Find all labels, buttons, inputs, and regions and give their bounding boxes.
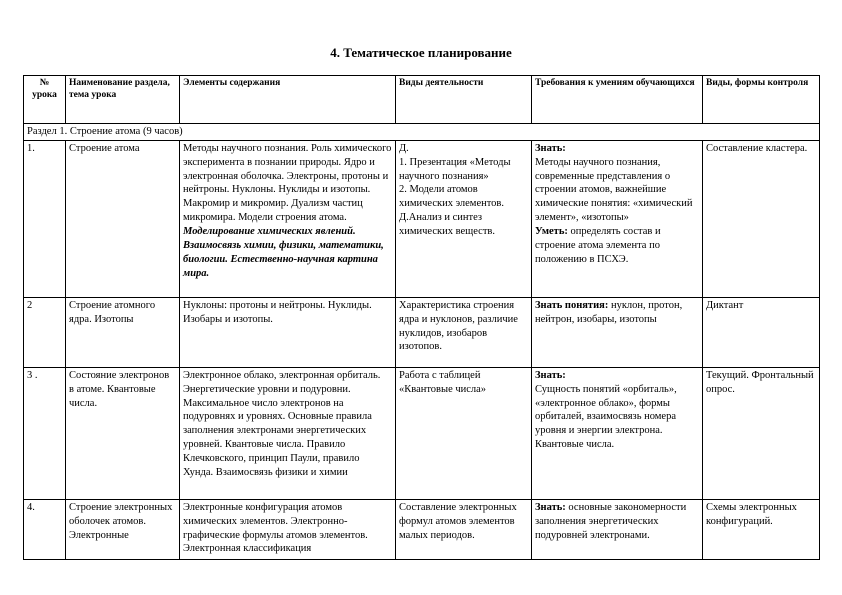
table-row (24, 297, 820, 367)
header-content: Элементы содержания (180, 76, 396, 124)
lesson-content (180, 499, 396, 559)
requirements-label: Знать: (535, 369, 566, 381)
requirements-label: Знать: (535, 501, 566, 513)
lesson-activity: Характеристика строения ядра и нуклонов, различие нуклидов, изобаров изотопов. (396, 297, 532, 367)
requirements-text: нуклон, протон, нейтрон, изобары, изотопы (535, 299, 683, 325)
requirements-text-2: определять состав и строение атома элемента по положению в ПСХЭ. (535, 226, 661, 265)
header-control: Виды, формы контроля (703, 76, 820, 124)
section-row (24, 124, 820, 141)
content-text: Электронное облако, электронная орбиталь. Энергетические уровни и подуровни. Максимальное число электронов на подуровнях и уровнях. Основные правила заполнения электронами энергетических уровней. Квантовые числа. Правило Клечковского, принцип Паули, правило Хунда. Взаимосвязь физики и химии (183, 369, 381, 478)
lesson-requirements (532, 297, 703, 367)
lesson-content (180, 140, 396, 297)
page-title: 4. Тематическое планирование (330, 45, 512, 60)
requirements-text: основные закономерности заполнения энергетических подуровней электронами. (535, 501, 687, 541)
lesson-number: 1. (24, 140, 66, 297)
lesson-activity: Д. 1. Презентация «Методы научного познания» 2. Модели атомов химических элементов. Д.Анализ и синтез химических веществ. (396, 140, 532, 297)
planning-table (23, 75, 820, 560)
lesson-content (180, 367, 396, 499)
lesson-topic: Строение атомного ядра. Изотопы (66, 297, 180, 367)
lesson-requirements (532, 140, 703, 297)
lesson-requirements (532, 367, 703, 499)
lesson-control: Текущий. Фронтальный опрос. (703, 367, 820, 499)
content-text: Методы научного познания. Роль химического эксперимента в познании природы. Ядро и электронная оболочка. Электроны, протоны и нейтроны. Нуклоны. Нуклиды и изотопы. Макромир и микромир. Дуализм частиц микромира. Модели строения атома. (183, 142, 392, 224)
table-row (24, 499, 820, 559)
header-number: № урока (24, 76, 66, 124)
lesson-number: 3 . (24, 367, 66, 499)
header-row (24, 76, 820, 124)
table-row (24, 140, 820, 297)
lesson-control: Диктант (703, 297, 820, 367)
lesson-topic: Строение электронных оболочек атомов. Электронные (66, 499, 180, 559)
requirements-label: Знать: (535, 142, 566, 154)
requirements-label-2: Уметь: (535, 226, 568, 238)
requirements-text: Методы научного познания, современные представления о строении атомов, важнейшие химические понятия: «химический элемент», «изотопы» (535, 156, 693, 224)
lesson-control: Составление кластера. (703, 140, 820, 297)
table-row (24, 367, 820, 499)
section-title: Раздел 1. Строение атома (9 часов) (24, 124, 820, 141)
lesson-number: 4. (24, 499, 66, 559)
lesson-control: Схемы электронных конфигураций. (703, 499, 820, 559)
content-text: Нуклоны: протоны и нейтроны. Нуклиды. Изобары и изотопы. (183, 299, 372, 325)
content-italic-text: Моделирование химических явлений. Взаимосвязь химии, физики, математики, биологии. Естественно-научная картина мира. (183, 226, 384, 279)
header-requirements: Требования к умениям обучающихся (532, 76, 703, 124)
lesson-requirements (532, 499, 703, 559)
lesson-activity: Составление электронных формул атомов элементов малых периодов. (396, 499, 532, 559)
content-text: Электронные конфигурация атомов химических элементов. Электронно-графические формулы атомов элементов. Электронная классификация (183, 501, 368, 555)
requirements-label: Знать понятия: (535, 299, 609, 311)
lesson-number: 2 (24, 297, 66, 367)
lesson-topic: Строение атома (66, 140, 180, 297)
header-topic: Наименование раздела, тема урока (66, 76, 180, 124)
header-activity: Виды деятельности (396, 76, 532, 124)
lesson-content (180, 297, 396, 367)
lesson-topic: Состояние электронов в атоме. Квантовые числа. (66, 367, 180, 499)
lesson-activity: Работа с таблицей «Квантовые числа» (396, 367, 532, 499)
requirements-text: Сущность понятий «орбиталь», «электронное облако», формы орбиталей, взаимосвязь номера уровня и энергии электрона. Квантовые числа. (535, 383, 677, 451)
